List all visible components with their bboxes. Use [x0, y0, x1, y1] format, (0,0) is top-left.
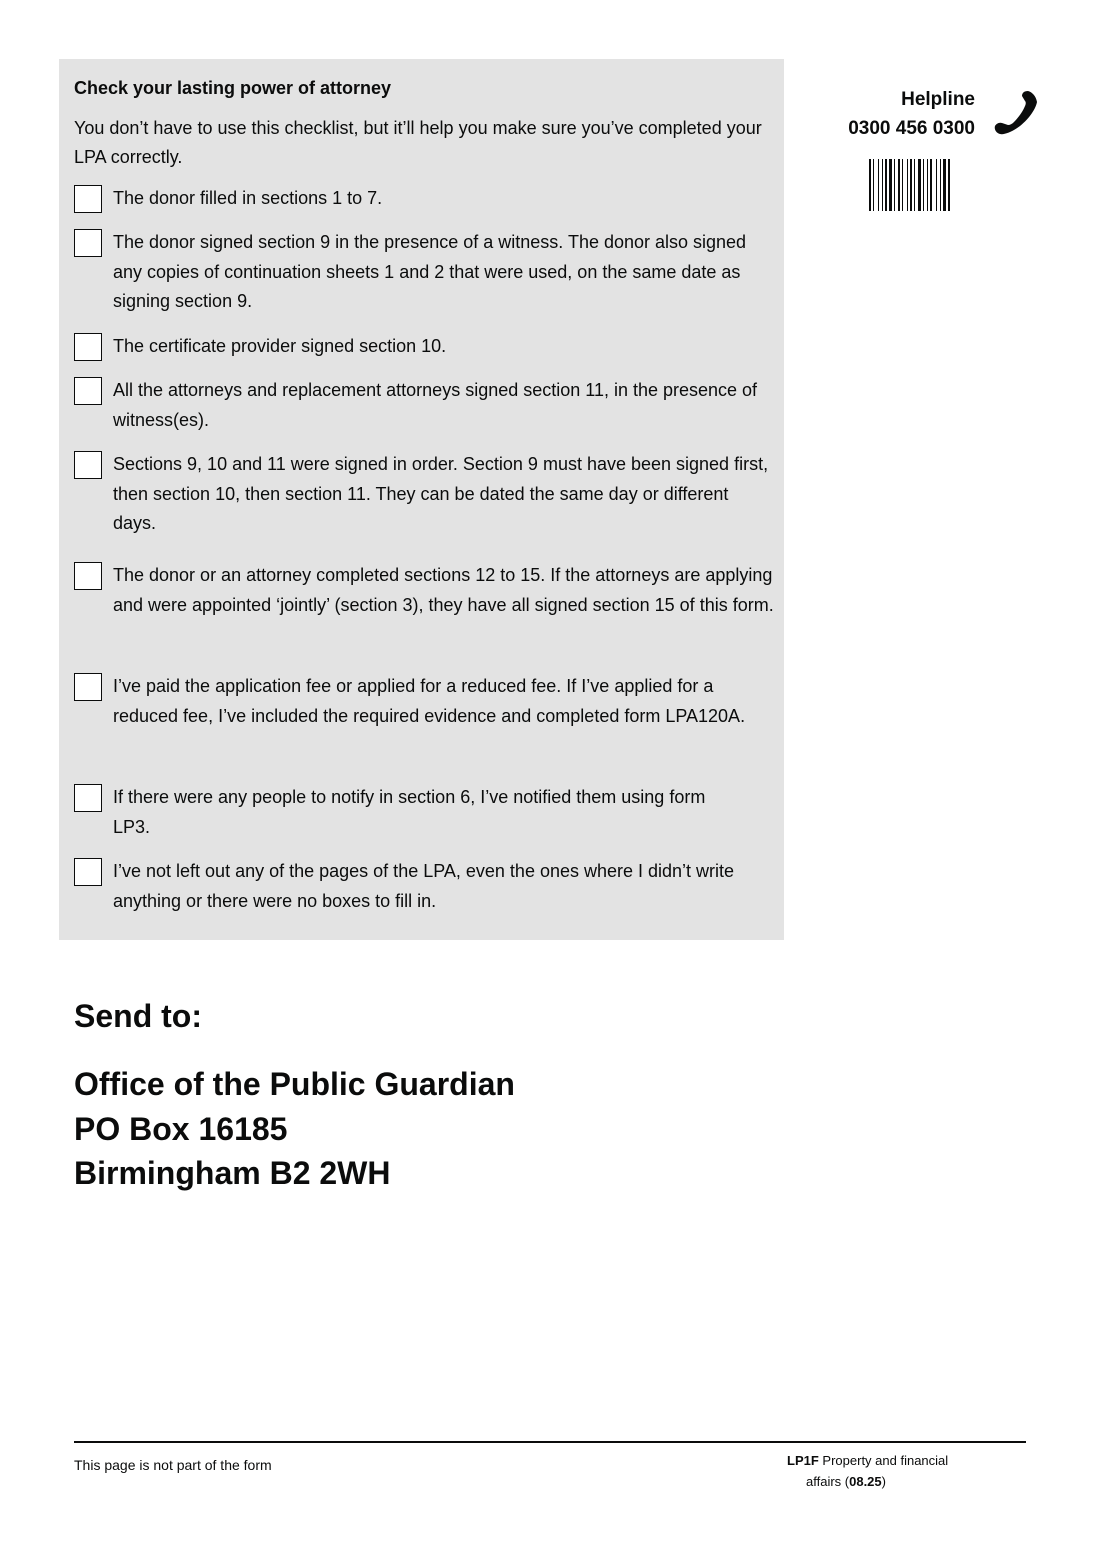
send-to-heading: Send to: — [74, 998, 202, 1034]
helpline — [848, 85, 975, 143]
barcode-bar — [936, 159, 937, 211]
barcode-bar — [914, 159, 915, 211]
form-code: LP1F — [787, 1453, 819, 1468]
checklist-item-text: All the attorneys and replacement attorneys signed section 11, in the presence of witness(es). — [113, 380, 758, 430]
form-version-close: ) — [881, 1474, 886, 1489]
form-version: 08.25 — [849, 1474, 882, 1489]
checklist-item-text: Sections 9, 10 and 11 were signed in order. Section 9 must have been signed first, then section 10, then section 11. They can be dated the same day or different days. — [113, 454, 769, 534]
barcode-bar — [878, 159, 879, 211]
address-line: Birmingham B2 2WH — [74, 1155, 391, 1191]
checkbox[interactable] — [74, 185, 102, 213]
barcode-bar — [943, 159, 946, 211]
form-name-cont: affairs ( — [806, 1474, 850, 1489]
barcode-bar — [948, 159, 950, 211]
barcode-bar — [910, 159, 912, 211]
barcode-bar — [907, 159, 908, 211]
postal-address — [74, 1062, 515, 1196]
checklist-item-text: The certificate provider signed section 10. — [113, 336, 447, 356]
checkbox[interactable] — [74, 562, 102, 590]
barcode-bar — [882, 159, 883, 211]
barcode-bar — [940, 159, 941, 211]
checklist-item-text: I’ve paid the application fee or applied for a reduced fee. If I’ve applied for a reduced fee, I’ve included the required evidence and completed form LPA120A. — [113, 676, 746, 726]
checklist-title: Check your lasting power of attorney — [74, 78, 392, 98]
barcode-bar — [930, 159, 932, 211]
footer-divider — [74, 1441, 1026, 1443]
checklist-intro: You don’t have to use this checklist, but it’ll help you make sure you’ve completed your LPA correctly. — [74, 118, 762, 167]
phone-icon — [992, 88, 1040, 136]
barcode-bar — [898, 159, 900, 211]
checklist-item-text: I’ve not left out any of the pages of the LPA, even the ones where I didn’t write anything or there were no boxes to fill in. — [113, 861, 735, 911]
barcode-bar — [902, 159, 903, 211]
form-reference — [787, 1450, 1007, 1492]
checklist-item-text: If there were any people to notify in section 6, I’ve notified them using form LP3. — [113, 787, 706, 837]
barcode-bar — [918, 159, 921, 211]
checkbox[interactable] — [74, 333, 102, 361]
footer-note: This page is not part of the form — [74, 1457, 272, 1473]
form-name: Property and financial — [822, 1453, 949, 1468]
checkbox[interactable] — [74, 858, 102, 886]
helpline-label: Helpline — [901, 89, 975, 110]
checkbox[interactable] — [74, 451, 102, 479]
barcode-bar — [869, 159, 871, 211]
checklist-item-text: The donor filled in sections 1 to 7. — [113, 188, 383, 208]
address-line: PO Box 16185 — [74, 1110, 288, 1147]
helpline-number: 0300 456 0300 — [848, 118, 975, 139]
barcode-bar — [923, 159, 924, 211]
barcode-bar — [889, 159, 892, 211]
barcode-bar — [873, 159, 874, 211]
checkbox[interactable] — [74, 784, 102, 812]
barcode-bar — [894, 159, 895, 211]
checklist-item-text: The donor or an attorney completed sections 12 to 15. If the attorneys are applying and were appointed ‘jointly’ (section 3), they have all signed section 15 of this form. — [113, 565, 774, 615]
barcode-bar — [927, 159, 928, 211]
barcode — [869, 159, 1025, 211]
checkbox[interactable] — [74, 377, 102, 405]
checklist-item-text: The donor signed section 9 in the presence of a witness. The donor also signed any copies of continuation sheets 1 and 2 that were used, on the same date as signing section 9. — [113, 232, 747, 312]
checkbox[interactable] — [74, 673, 102, 701]
barcode-bar — [885, 159, 887, 211]
address-line: Office of the Public Guardian — [74, 1066, 515, 1102]
checkbox[interactable] — [74, 229, 102, 257]
